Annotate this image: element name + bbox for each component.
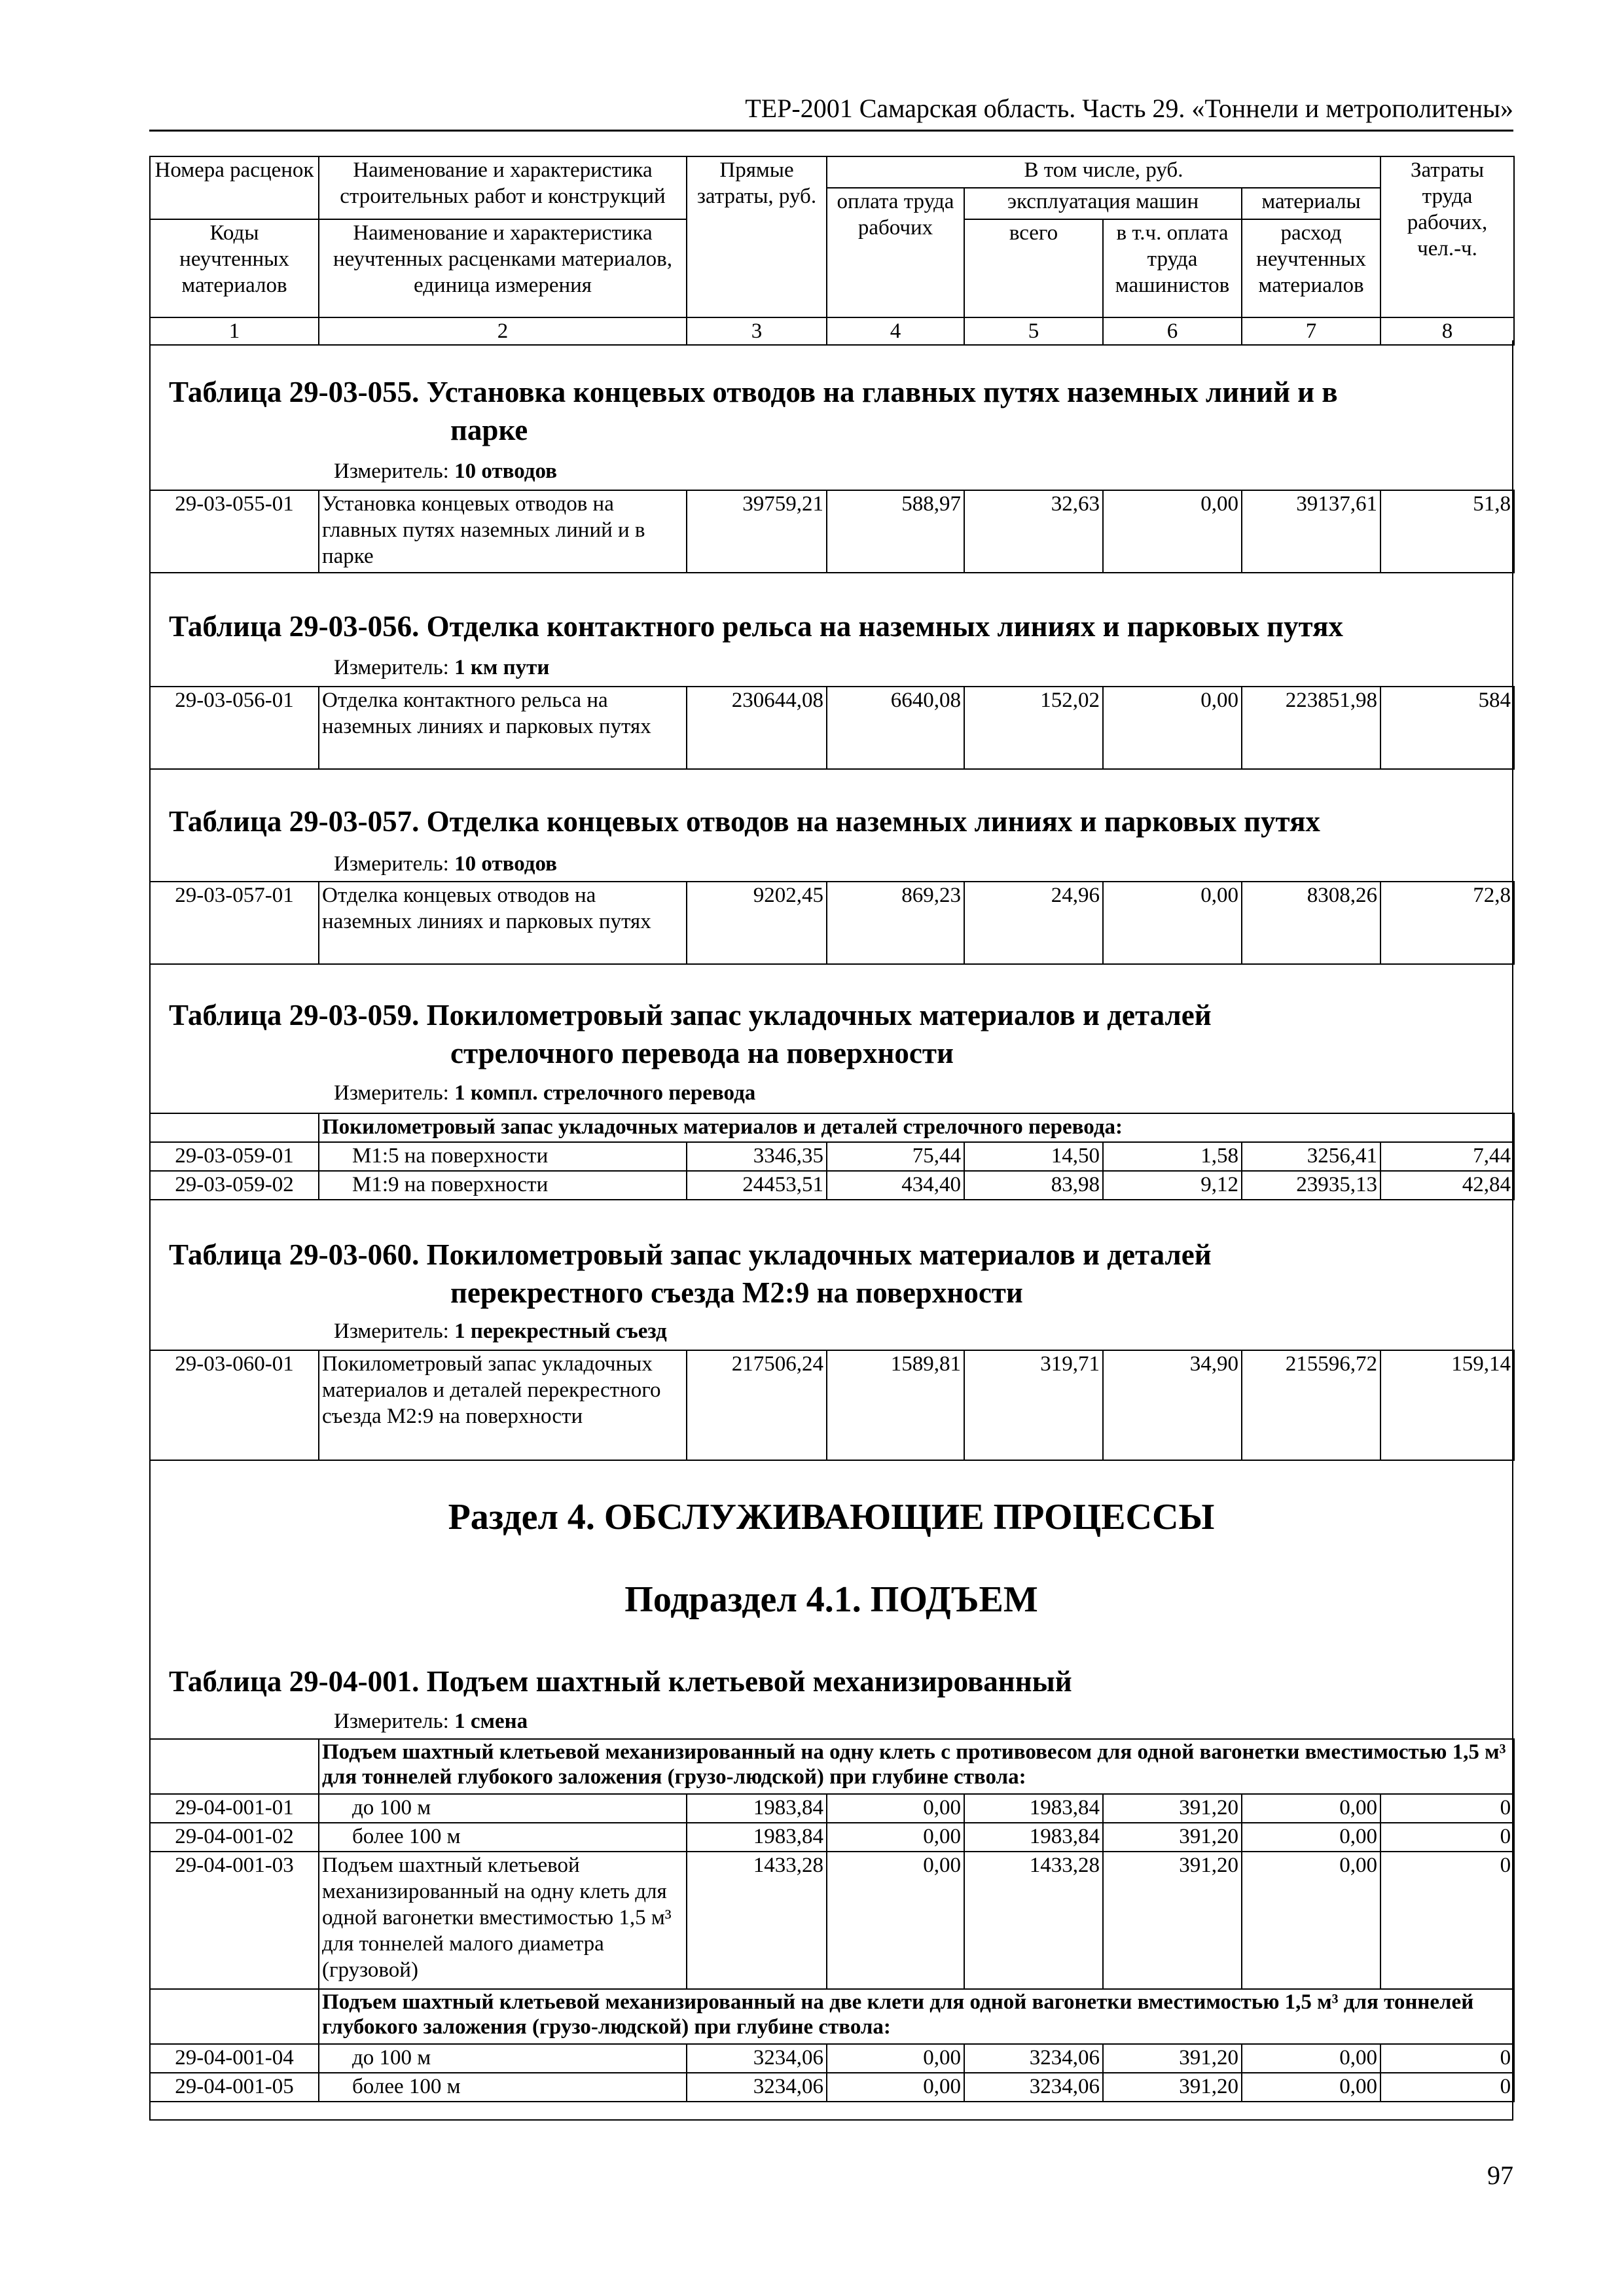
table-row: 29-03-059-02 М1:9 на поверхности 24453,51 434,40 83,98 9,12 23935,13 42,84 <box>150 1171 1514 1200</box>
col2-top: Наименование и характеристика строительных работ и конструкций <box>319 156 687 219</box>
col1-bottom: Коды неучтенных материалов <box>150 219 319 317</box>
table-row: 29-04-001-03 Подъем шахтный клетьевой механизированный на одну клеть для одной вагонетки вместимостью 1,5 м³ для тоннелей малого диаметра (грузовой) 1433,28 0,00 1433,28 391,20 0,00 0 <box>150 1852 1514 1989</box>
page-number: 97 <box>1487 2161 1513 2190</box>
table-row: 29-03-059-01 М1:5 на поверхности 3346,35 75,44 14,50 1,58 3256,41 7,44 <box>150 1142 1514 1171</box>
table-title-056: Таблица 29-03-056. Отделка контактного рельса на наземных линиях и парковых путях <box>169 610 1343 643</box>
table-057 <box>149 881 1515 965</box>
table-title-060: Таблица 29-03-060. Покилометровый запас укладочных материалов и деталей перекрестного съезда М2:9 на поверхности <box>169 1238 1212 1309</box>
meter-055: Измеритель: 10 отводов <box>334 459 557 483</box>
col1-top: Номера расценок <box>150 156 319 219</box>
table-row: 29-03-060-01 Покилометровый запас укладочных материалов и деталей перекрестного съезда М2:9 на поверхности 217506,24 1589,81 319,71 34,90 215596,72 159,14 <box>150 1350 1514 1460</box>
col2-bottom: Наименование и характеристика неучтенных расценками материалов, единица измерения <box>319 219 687 317</box>
table-059 <box>149 1113 1515 1200</box>
machines-header: эксплуатация машин <box>964 188 1242 219</box>
col-num: 8 <box>1380 317 1514 345</box>
meter-04-001: Измеритель: 1 смена <box>334 1710 528 1733</box>
col-num: 3 <box>687 317 827 345</box>
col6-header: в т.ч. оплата труда машинистов <box>1103 219 1242 317</box>
table-title-04-001: Таблица 29-04-001. Подъем шахтный клетьевой механизированный <box>169 1665 1072 1698</box>
group-row: Подъем шахтный клетьевой механизированный на две клети для одной вагонетки вместимостью 1,5 м³ для тоннелей глубокого заложения (грузо-людской) при глубине ствола: <box>150 1989 1514 2044</box>
table-row: 29-03-056-01 Отделка контактного рельса на наземных линиях и парковых путях 230644,08 6640,08 152,02 0,00 223851,98 584 <box>150 687 1514 769</box>
table-title-057: Таблица 29-03-057. Отделка концевых отводов на наземных линиях и парковых путях <box>169 805 1320 838</box>
meter-056: Измеритель: 1 км пути <box>334 656 550 679</box>
table-056 <box>149 686 1515 770</box>
table-04-001 <box>149 1738 1515 2102</box>
col-num: 1 <box>150 317 319 345</box>
table-row: 29-04-001-02 более 100 м 1983,84 0,00 1983,84 391,20 0,00 0 <box>150 1823 1514 1852</box>
table-row: 29-03-057-01 Отделка концевых отводов на наземных линиях и парковых путях 9202,45 869,23 24,96 0,00 8308,26 72,8 <box>150 882 1514 964</box>
col-num: 4 <box>827 317 964 345</box>
table-title-059: Таблица 29-03-059. Покилометровый запас укладочных материалов и деталей стрелочного перевода на поверхности <box>169 999 1212 1069</box>
header-rule <box>149 130 1513 132</box>
running-header: ТЕР-2001 Самарская область. Часть 29. «Тоннели и метрополитены» <box>745 94 1513 123</box>
table-055 <box>149 490 1515 573</box>
table-row: 29-04-001-04 до 100 м 3234,06 0,00 3234,06 391,20 0,00 0 <box>150 2044 1514 2073</box>
table-row: 29-04-001-01 до 100 м 1983,84 0,00 1983,84 391,20 0,00 0 <box>150 1794 1514 1823</box>
col-num: 5 <box>964 317 1103 345</box>
column-header-table <box>149 156 1515 346</box>
subsection-title: Подраздел 4.1. ПОДЪЕМ <box>624 1579 1038 1620</box>
col5-header: всего <box>964 219 1103 317</box>
meter-059: Измеритель: 1 компл. стрелочного перевода <box>334 1081 756 1105</box>
col-num: 6 <box>1103 317 1242 345</box>
table-row: 29-04-001-05 более 100 м 3234,06 0,00 3234,06 391,20 0,00 0 <box>150 2073 1514 2102</box>
col-num: 7 <box>1242 317 1380 345</box>
col3-header: Прямые затраты, руб. <box>687 156 827 317</box>
group-row: Подъем шахтный клетьевой механизированный на одну клеть с противовесом для одной вагонетки вместимостью 1,5 м³ для тоннелей глубокого заложения (грузо-людской) при глубине ствола: <box>150 1739 1514 1794</box>
col4-header: оплата труда рабочих <box>827 188 964 317</box>
meter-057: Измеритель: 10 отводов <box>334 852 557 876</box>
meter-060: Измеритель: 1 перекрестный съезд <box>334 1319 667 1343</box>
section-title: Раздел 4. ОБСЛУЖИВАЮЩИЕ ПРОЦЕССЫ <box>448 1497 1215 1537</box>
materials-header: материалы <box>1242 188 1380 219</box>
group-row: Покилометровый запас укладочных материалов и деталей стрелочного перевода: <box>150 1113 1514 1142</box>
table-row: 29-03-055-01 Установка концевых отводов на главных путях наземных линий и в парке 39759,21 588,97 32,63 0,00 39137,61 51,8 <box>150 490 1514 573</box>
col7-header: расход неучтенных материалов <box>1242 219 1380 317</box>
table-title-055: Таблица 29-03-055. Установка концевых отводов на главных путях наземных линий и в парке <box>169 376 1338 446</box>
incl-header: В том числе, руб. <box>827 156 1380 188</box>
table-060 <box>149 1350 1515 1461</box>
col-num: 2 <box>319 317 687 345</box>
col8-header: Затраты труда рабочих, чел.-ч. <box>1380 156 1514 317</box>
